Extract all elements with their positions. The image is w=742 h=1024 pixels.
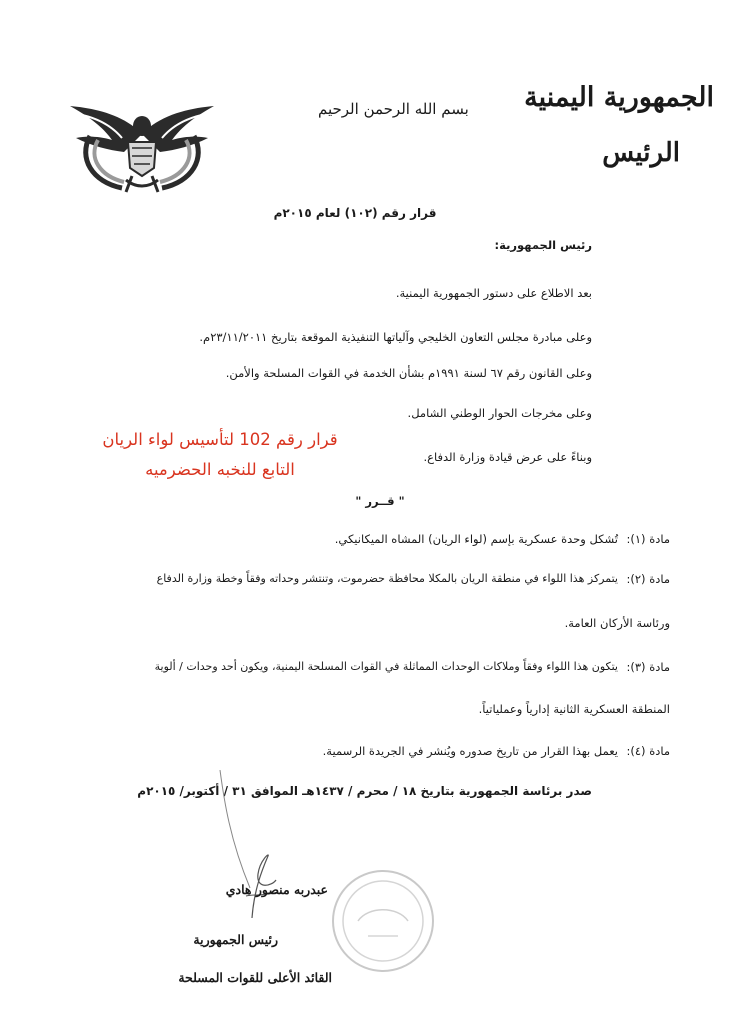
yemen-eagle-emblem-icon	[68, 96, 216, 196]
addressee: رئيس الجمهورية:	[494, 238, 592, 252]
article-text: تُشكل وحدة عسكرية بإسم (لواء الريان) المشاه الميكانيكي.	[334, 532, 618, 546]
article-text: يعمل بهذا القرار من تاريخ صدوره ويُنشر في الجريدة الرسمية.	[322, 744, 618, 758]
issued-date: صدر برئاسة الجمهورية بتاريخ ١٨ / محرم / ١٤٣٧هـ الموافق ٣١ / أكتوبر/ ٢٠١٥م	[137, 784, 592, 798]
signatory-title: رئيس الجمهورية	[193, 932, 278, 947]
article-text: يتمركز هذا اللواء في منطقة الريان بالمكلا محافظة حضرموت، وتنتشر وحداته وفقاً وخطة وزارة الدفاع	[156, 572, 618, 585]
article-label: مادة (١):	[626, 532, 670, 546]
overlay-title-line-2: التابع للنخبه الحضرميه	[145, 460, 295, 479]
article-label: مادة (٣):	[626, 660, 670, 674]
republic-heading: الجمهورية اليمنية	[524, 82, 714, 113]
article-label: مادة (٢):	[626, 572, 670, 586]
overlay-title-line-1: قرار رقم 102 لتأسيس لواء الريان	[102, 430, 338, 449]
signatory-name: عبدربه منصور هادي	[225, 882, 328, 897]
article-text: يتكون هذا اللواء وفقاً وملاكات الوحدات المماثلة في القوات المسلحة اليمنية، ويكون أحد وحدات / ألوية	[154, 660, 618, 673]
decided-heading: " قــرر "	[355, 494, 405, 508]
basmala: بسم الله الرحمن الرحيم	[318, 100, 469, 118]
official-stamp	[328, 866, 438, 976]
preamble-line: وعلى مخرجات الحوار الوطني الشامل.	[407, 406, 592, 420]
decision-number: قرار رقم (١٠٢) لعام ٢٠١٥م	[273, 206, 437, 220]
preamble-line: وعلى القانون رقم ٦٧ لسنة ١٩٩١م بشأن الخدمة في القوات المسلحة والأمن.	[225, 366, 592, 380]
preamble-line: وعلى مبادرة مجلس التعاون الخليجي وآلياتها التنفيذية الموقعة بتاريخ ٢٣/١١/٢٠١١م.	[199, 330, 592, 344]
commander-title: القائد الأعلى للقوات المسلحة	[178, 970, 332, 985]
article-text: ورئاسة الأركان العامة.	[564, 616, 670, 630]
preamble-line: بعد الاطلاع على دستور الجمهورية اليمنية.	[395, 286, 592, 300]
article-label: مادة (٤):	[626, 744, 670, 758]
article-text: المنطقة العسكرية الثانية إدارياً وعملياتياً.	[478, 702, 670, 716]
preamble-line: وبناءً على عرض قيادة وزارة الدفاع.	[423, 450, 592, 464]
president-heading: الرئيس	[602, 138, 680, 168]
